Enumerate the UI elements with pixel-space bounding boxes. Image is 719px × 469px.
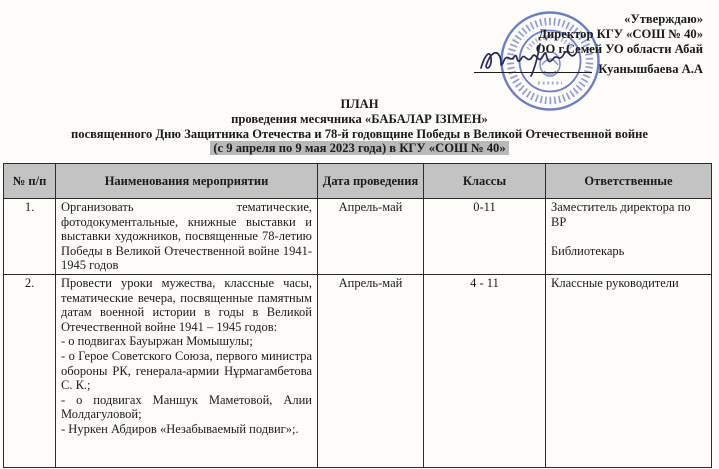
cell-responsible	[546, 199, 712, 275]
title-highlight: (с 9 апреля по 9 мая 2023 года) в КГУ «СОШ № 40»	[210, 141, 508, 155]
cell-classes: 0-11	[424, 199, 546, 275]
responsible-line: Заместитель директора по ВР	[551, 200, 691, 229]
cell-num: 2.	[4, 274, 56, 467]
header-cell-date: Дата проведения	[318, 164, 424, 199]
activity-paragraph: - о Герое Советского Союза, первого министра обороны РК, генерала-армии Нұрмагамбетова С. К.;	[61, 348, 312, 393]
activity-paragraph: Провести уроки мужества, классные часы, тематические вечера, посвященные памятным датам военной истории в годы в Великой Отечественной войне 1941 – 1945 годов:	[61, 275, 312, 334]
responsible-line	[551, 229, 706, 244]
approval-line-org: ОО г.Семей УО области Абай	[535, 42, 703, 56]
cell-date: Апрель-май	[318, 274, 424, 467]
header-cell-activity: Наименования мероприятии	[56, 164, 318, 199]
cell-num: 1.	[4, 199, 56, 275]
header-cell-classes: Классы	[424, 164, 546, 199]
activity-paragraph: Организовать тематические, фотодокументальные, книжные выставки и выставки художников, посвященные 78-летию Победы в Великой Отечественной войне 1941-1945 годов	[61, 200, 312, 273]
cell-date: Апрель-май	[318, 199, 424, 275]
cell-activity	[56, 199, 318, 275]
signatory-name: Куанышбаева А.А	[598, 62, 703, 76]
responsible-line: Библиотекарь	[551, 243, 625, 258]
header-cell-num: № п/п	[4, 164, 56, 199]
cell-classes: 4 - 11	[424, 274, 546, 467]
activity-paragraph: - о подвигах Бауыржан Момышулы;	[61, 334, 253, 349]
activity-paragraph: - Нуркен Абдиров «Незабываемый подвиг»;.	[61, 421, 299, 436]
table-row	[4, 199, 712, 275]
title-line-plan: ПЛАН	[340, 97, 379, 111]
header-cell-responsible: Ответственные	[546, 164, 712, 199]
cell-activity	[56, 274, 318, 467]
title-line-dates	[0, 141, 719, 156]
cell-responsible	[546, 274, 712, 467]
plan-table	[3, 163, 712, 468]
document-title	[0, 97, 719, 156]
table-row	[4, 274, 712, 467]
title-line-dedication: посвященного Дню Защитника Отечества и 78-й годовщине Победы в Великой Отечественной войне	[71, 126, 648, 141]
table-header-row	[4, 164, 712, 199]
title-line-month: проведения месячника «БАБАЛАР ІЗІМЕН»	[231, 111, 488, 126]
approval-line-director: Директор КГУ «СОШ № 40»	[538, 27, 703, 41]
responsible-line: Классные руководители	[551, 275, 679, 290]
signature	[478, 42, 598, 78]
approval-line-utverzhdayu: «Утверждаю»	[624, 12, 703, 26]
activity-paragraph: - о подвигах Маншук Маметовой, Алии Молдагуловой;	[61, 392, 312, 422]
